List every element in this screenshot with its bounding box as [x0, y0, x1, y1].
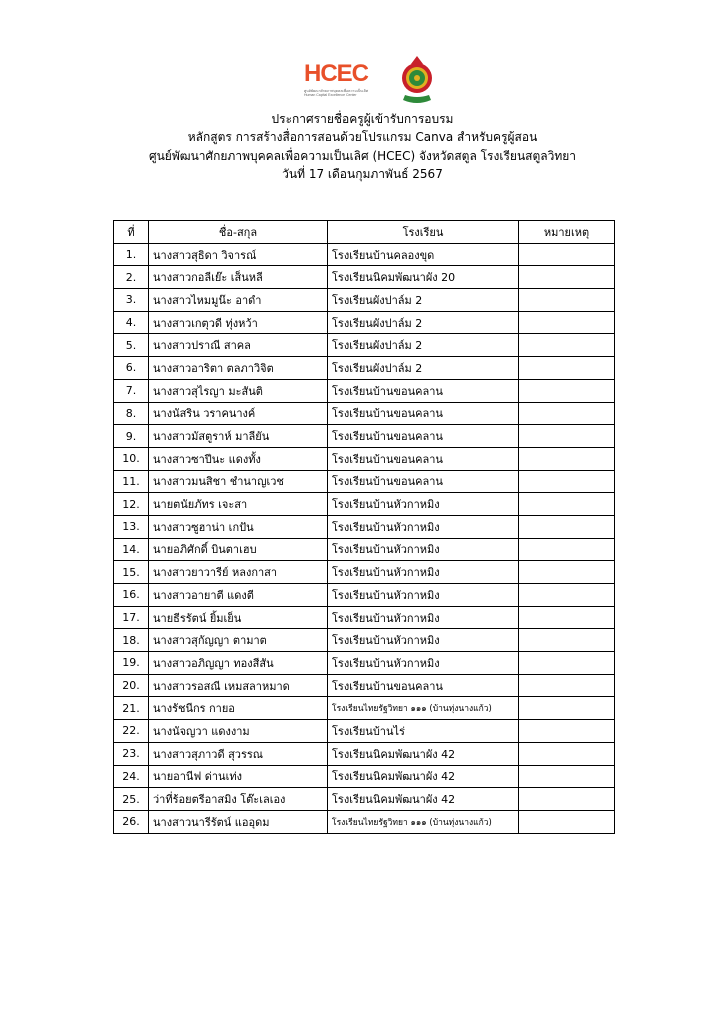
row-note [519, 538, 615, 561]
row-note [519, 652, 615, 675]
school-name: โรงเรียนบ้านหัวกาหมิง [328, 652, 519, 675]
row-note [519, 788, 615, 811]
row-note [519, 266, 615, 289]
participant-name: นางรัชนีกร กายอ [149, 697, 328, 720]
participant-name: นางสาวซูฮาน่า เกปัน [149, 515, 328, 538]
table-header-row [114, 221, 615, 244]
participant-name: นางสาวสุธิดา วิจารณ์ [149, 243, 328, 266]
announcement-header [0, 110, 725, 183]
school-seal-icon [397, 54, 437, 106]
row-number: 23. [114, 742, 149, 765]
participant-name: นางสาวสุกัญญา ตามาต [149, 629, 328, 652]
row-note [519, 515, 615, 538]
school-name: โรงเรียนบ้านขอนคลาน [328, 379, 519, 402]
row-number: 7. [114, 379, 149, 402]
participant-name: นางสาวสุภาวดี สุวรรณ [149, 742, 328, 765]
row-note [519, 493, 615, 516]
school-name: โรงเรียนผังปาล์ม 2 [328, 289, 519, 312]
participant-name: นางสาวสุไรญา มะสันติ [149, 379, 328, 402]
row-number: 26. [114, 810, 149, 833]
participant-name: นางสาวกอลีเย๊ะ เส็นหลี [149, 266, 328, 289]
participant-name: นายอภิศักดิ์ บินตาเฮบ [149, 538, 328, 561]
school-name: โรงเรียนนิคมพัฒนาผัง 42 [328, 788, 519, 811]
table-row [114, 470, 615, 493]
participant-name: นางสาวปราณี สาคล [149, 334, 328, 357]
table-row [114, 515, 615, 538]
row-number: 12. [114, 493, 149, 516]
row-number: 16. [114, 584, 149, 607]
row-note [519, 584, 615, 607]
school-name: โรงเรียนบ้านหัวกาหมิง [328, 629, 519, 652]
row-number: 24. [114, 765, 149, 788]
school-name: โรงเรียนไทยรัฐวิทยา ๑๑๑ (บ้านทุ่งนางแก้ว) [328, 697, 519, 720]
table-row [114, 765, 615, 788]
hcec-logo-text: HCEC [304, 60, 369, 87]
center-name: ศูนย์พัฒนาศักยภาพบุคคลเพื่อความเป็นเลิศ (HCEC) จังหวัดสตูล โรงเรียนสตูลวิทยา [148, 148, 577, 163]
table-row [114, 357, 615, 380]
row-number: 9. [114, 425, 149, 448]
table-row [114, 697, 615, 720]
row-note [519, 357, 615, 380]
school-name: โรงเรียนบ้านขอนคลาน [328, 447, 519, 470]
row-number: 11. [114, 470, 149, 493]
hcec-logo-mark [304, 62, 368, 86]
row-number: 5. [114, 334, 149, 357]
hcec-logo [304, 62, 376, 102]
school-name: โรงเรียนบ้านหัวกาหมิง [328, 584, 519, 607]
participant-name: นางสาวมนสิชา ชำนาญเวช [149, 470, 328, 493]
header-number: ที่ [114, 221, 149, 244]
row-note [519, 561, 615, 584]
table-row [114, 652, 615, 675]
school-name: โรงเรียนบ้านไร่ [328, 720, 519, 743]
participant-name: นางสาวอภิญญา ทองสีสัน [149, 652, 328, 675]
row-note [519, 765, 615, 788]
announcement-title: ประกาศรายชื่อครูผู้เข้ารับการอบรม [271, 112, 454, 126]
participant-name: นายตนัยภัทร เจะสา [149, 493, 328, 516]
table-row [114, 720, 615, 743]
row-note [519, 810, 615, 833]
table-row [114, 289, 615, 312]
hcec-logo-subtitle: ศูนย์พัฒนาศักยภาพบุคคลเพื่อความเป็นเลิศ Human Capital Excellence Center [304, 89, 369, 97]
row-note [519, 697, 615, 720]
row-note [519, 379, 615, 402]
row-number: 10. [114, 447, 149, 470]
header-name: ชื่อ-สกุล [149, 221, 328, 244]
table-row [114, 561, 615, 584]
school-name: โรงเรียนผังปาล์ม 2 [328, 311, 519, 334]
school-name: โรงเรียนบ้านหัวกาหมิง [328, 515, 519, 538]
row-number: 3. [114, 289, 149, 312]
participant-name: นางสาวยาวารีย์ หลงกาสา [149, 561, 328, 584]
school-name: โรงเรียนนิคมพัฒนาผัง 42 [328, 742, 519, 765]
school-name: โรงเรียนบ้านขอนคลาน [328, 674, 519, 697]
row-number: 21. [114, 697, 149, 720]
school-name: โรงเรียนบ้านขอนคลาน [328, 470, 519, 493]
participant-name: นางสาวซาปีนะ แดงทั้ง [149, 447, 328, 470]
participant-name: นางนัจญวา แดงงาม [149, 720, 328, 743]
row-note [519, 402, 615, 425]
training-date: วันที่ 17 เดือนกุมภาพันธ์ 2567 [282, 166, 443, 181]
table-row [114, 606, 615, 629]
table-row [114, 402, 615, 425]
row-number: 18. [114, 629, 149, 652]
school-name: โรงเรียนนิคมพัฒนาผัง 20 [328, 266, 519, 289]
row-number: 20. [114, 674, 149, 697]
row-note [519, 470, 615, 493]
table-row [114, 810, 615, 833]
row-note [519, 425, 615, 448]
table-row [114, 425, 615, 448]
table-row [114, 311, 615, 334]
row-number: 2. [114, 266, 149, 289]
table-row [114, 674, 615, 697]
header-note: หมายเหตุ [519, 221, 615, 244]
row-note [519, 629, 615, 652]
participant-name: นางสาวมัสตูราห์ มาลียัน [149, 425, 328, 448]
row-note [519, 311, 615, 334]
school-name: โรงเรียนบ้านขอนคลาน [328, 425, 519, 448]
row-number: 17. [114, 606, 149, 629]
school-name: โรงเรียนบ้านหัวกาหมิง [328, 606, 519, 629]
row-number: 1. [114, 243, 149, 266]
row-note [519, 720, 615, 743]
row-note [519, 606, 615, 629]
school-name: โรงเรียนบ้านคลองขุด [328, 243, 519, 266]
logo-row [0, 54, 725, 106]
table-row [114, 493, 615, 516]
table-row [114, 788, 615, 811]
table-row [114, 447, 615, 470]
table-row [114, 584, 615, 607]
school-name: โรงเรียนผังปาล์ม 2 [328, 334, 519, 357]
row-number: 6. [114, 357, 149, 380]
participant-name: นางสาวอายาตี แดงตี [149, 584, 328, 607]
row-note [519, 289, 615, 312]
row-note [519, 742, 615, 765]
table-body [114, 243, 615, 833]
participant-name: นางสาวเกตุวดี ทุ่งหว้า [149, 311, 328, 334]
row-note [519, 334, 615, 357]
participant-name: นางสาวอาริตา ตลภาวิจิต [149, 357, 328, 380]
participant-name: นางสาวไหมมูน๊ะ อาดำ [149, 289, 328, 312]
school-name: โรงเรียนบ้านหัวกาหมิง [328, 538, 519, 561]
table-row [114, 266, 615, 289]
row-number: 4. [114, 311, 149, 334]
school-name: โรงเรียนบ้านหัวกาหมิง [328, 561, 519, 584]
row-note [519, 447, 615, 470]
table-row [114, 538, 615, 561]
row-number: 25. [114, 788, 149, 811]
table-row [114, 243, 615, 266]
row-number: 14. [114, 538, 149, 561]
row-number: 13. [114, 515, 149, 538]
participant-table [113, 220, 615, 834]
row-number: 22. [114, 720, 149, 743]
school-name: โรงเรียนบ้านหัวกาหมิง [328, 493, 519, 516]
table-row [114, 629, 615, 652]
table-row [114, 742, 615, 765]
row-number: 19. [114, 652, 149, 675]
course-title: หลักสูตร การสร้างสื่อการสอนด้วยโปรแกรม Canva สำหรับครูผู้สอน [187, 130, 538, 145]
table-row [114, 379, 615, 402]
header-school: โรงเรียน [328, 221, 519, 244]
participant-name: นางสาวรอสณี เหมสลาหมาด [149, 674, 328, 697]
participant-name: นายอานีฟ ด่านเท่ง [149, 765, 328, 788]
row-number: 15. [114, 561, 149, 584]
school-name: โรงเรียนนิคมพัฒนาผัง 42 [328, 765, 519, 788]
school-name: โรงเรียนไทยรัฐวิทยา ๑๑๑ (บ้านทุ่งนางแก้ว) [328, 810, 519, 833]
table-row [114, 334, 615, 357]
participant-name: นายธีรรัตน์ ยิ้มเย็น [149, 606, 328, 629]
participant-name: นางนัสริน วราคนางค์ [149, 402, 328, 425]
school-name: โรงเรียนผังปาล์ม 2 [328, 357, 519, 380]
school-name: โรงเรียนบ้านขอนคลาน [328, 402, 519, 425]
participant-name: นางสาวนารีรัตน์ แออุดม [149, 810, 328, 833]
row-note [519, 674, 615, 697]
participant-name: ว่าที่ร้อยตรีอาสมิง โต๊ะเลเอง [149, 788, 328, 811]
row-number: 8. [114, 402, 149, 425]
row-note [519, 243, 615, 266]
